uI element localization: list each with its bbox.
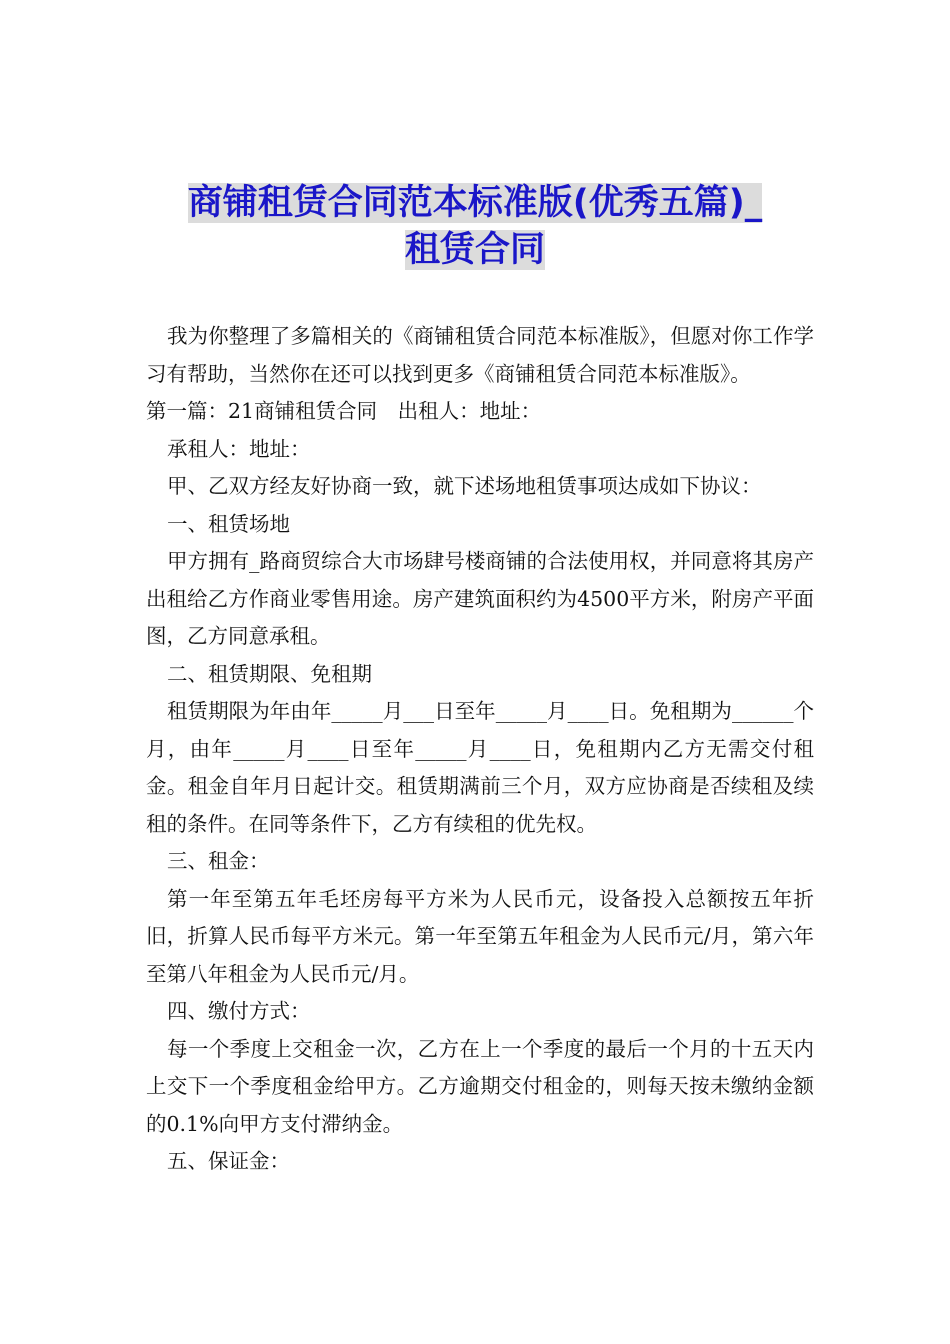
title-text-1: 商铺租赁合同范本标准版(优秀五篇)_: [187, 183, 763, 223]
title-text-2: 租赁合同: [404, 230, 545, 270]
clause-heading-3: 三、租金：: [167, 849, 270, 873]
tenant-line: 承租人：地址：: [167, 436, 311, 461]
clause-body-3: 第一年至第五年毛坯房每平方米为人民币元，设备投入总额按五年折旧，折算人民币每平方米元。第一年至第五年租金为人民币元/月，第六年至第八年租金为人民币元/月。: [146, 886, 814, 986]
agreement-preamble: 甲、乙双方经友好协商一致，就下述场地租赁事项达成如下协议：: [167, 474, 762, 498]
clause-heading-2: 二、租赁期限、免租期: [167, 661, 372, 686]
clause-heading-5: 五、保证金：: [167, 1149, 290, 1173]
intro-paragraph: 我为你整理了多篇相关的《商铺租赁合同范本标准版》，但愿对你工作学习有帮助，当然你在还可以找到更多《商铺租赁合同范本标准版》。: [146, 324, 814, 386]
document-body: [146, 318, 814, 1181]
section-heading-part-one: 第一篇：21商铺租赁合同 出租人：地址：: [146, 399, 542, 423]
document-title-line-2: [0, 227, 950, 273]
clause-heading-1: 一、租赁场地: [167, 511, 290, 536]
clause-body-1: 甲方拥有_路商贸综合大市场肆号楼商铺的合法使用权，并同意将其房产出租给乙方作商业零售用途。房产建筑面积约为4500平方米，附房产平面图，乙方同意承租。: [146, 549, 814, 648]
clause-body-2: 租赁期限为年由年_____月___日至年_____月____日。免租期为______个月，由年_____月____日至年_____月____日，免租期内乙方无需交付租金。租金自年月日起计交。租赁期满前三个月，双方应协商是否续租及续租的条件。在同等条件下，乙方有续租的优先权。: [146, 699, 814, 836]
document-title-line-1: [0, 180, 950, 226]
clause-heading-4: 四、缴付方式：: [167, 999, 311, 1023]
clause-body-4: 每一个季度上交租金一次，乙方在上一个季度的最后一个月的十五天内上交下一个季度租金给甲方。乙方逾期交付租金的，则每天按未缴纳金额的0.1%向甲方支付滞纳金。: [146, 1036, 814, 1136]
